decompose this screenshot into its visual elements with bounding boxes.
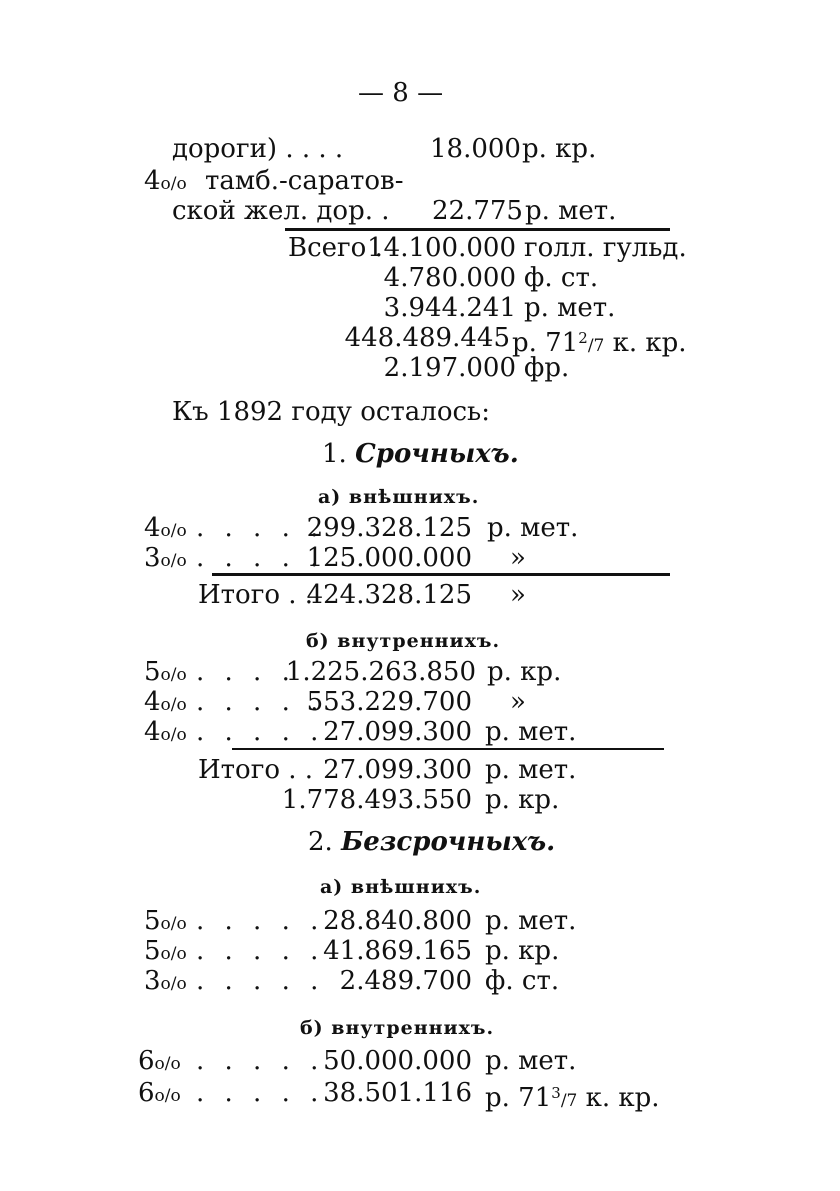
leader-dots: . . . . . [196, 717, 325, 747]
row-amount: 299.328.125 [306, 513, 472, 543]
row-percent: 4о/о [144, 513, 187, 543]
subtotal-divider [232, 748, 664, 750]
row-unit: р. мет. [485, 906, 577, 936]
row-unit: р. $71^3/7$ к. кр. [485, 1083, 660, 1113]
remaining-heading: Къ 1892 году осталось: [172, 397, 490, 427]
row-unit: р. мет. [485, 1046, 577, 1076]
row-amount: 38.501.116 [323, 1078, 472, 1108]
continuation-line1-label: дороги) . . . . [172, 134, 344, 164]
totals-unit: голл. гульд. [524, 233, 687, 263]
page-number: — 8 — [358, 78, 444, 108]
subtotal-label: Итого . . [198, 755, 314, 785]
row-percent: 6о/о [138, 1078, 181, 1108]
leader-dots: . . . . . [196, 936, 325, 966]
row-unit: » [510, 543, 526, 573]
row-percent: 3о/о [144, 543, 187, 573]
leader-dots: . . . . . [196, 687, 325, 717]
subtotal-unit: р. мет. [485, 755, 577, 785]
continuation-line1-amount: 18.000 [430, 134, 521, 164]
subtotal-amount: 1.778.493.550 [281, 785, 472, 815]
row-percent: 4о/о [144, 717, 187, 747]
row-amount: 27.099.300 [323, 717, 472, 747]
row-unit: р. кр. [485, 936, 560, 966]
row-unit: р. мет. [487, 513, 579, 543]
row-amount: 50.000.000 [323, 1046, 472, 1076]
row-percent: 4о/о [144, 687, 187, 717]
section1-sub-a: а) внѣшнихъ. [318, 486, 480, 508]
row-unit: » [510, 687, 526, 717]
row-amount: 553.229.700 [306, 687, 472, 717]
row-amount: 125.000.000 [306, 543, 472, 573]
continuation-line3-label: ской жел. дор. . [172, 196, 390, 226]
leader-dots: . . . . . [196, 513, 325, 543]
row-amount: 2.489.700 [339, 966, 472, 996]
row-percent: 5о/о [144, 906, 187, 936]
totals-amount: 4.780.000 [383, 263, 516, 293]
totals-label: Всего . [288, 233, 383, 263]
continuation-line3-amount: 22.775 [432, 196, 523, 226]
totals-unit: р. $71^2/7$ к. кр. [512, 328, 687, 358]
leader-dots: . . . . . [196, 1046, 325, 1076]
row-percent: 6о/о [138, 1046, 181, 1076]
row-amount: 1.225.263.850 [285, 657, 476, 687]
totals-amount: 14.100.000 [367, 233, 516, 263]
row-percent: 5о/о [144, 936, 187, 966]
row-unit: ф. ст. [485, 966, 560, 996]
section2-sub-a: а) внѣшнихъ. [320, 876, 482, 898]
row-unit: р. кр. [487, 657, 562, 687]
leader-dots: . . . . . [196, 1078, 325, 1108]
subtotal-divider [212, 573, 670, 576]
subtotal-amount: 27.099.300 [323, 755, 472, 785]
continuation-line3-unit: р. мет. [525, 196, 617, 226]
row-unit: р. мет. [485, 717, 577, 747]
totals-unit: фр. [524, 353, 570, 383]
row-amount: 41.869.165 [323, 936, 472, 966]
subtotal-unit: р. кр. [485, 785, 560, 815]
section2-sub-b: б) внутреннихъ. [300, 1017, 495, 1039]
leader-dots: . . . . . [196, 906, 325, 936]
section2-title: 2. Безсрочныхъ. [308, 827, 556, 857]
section1-title: 1. Срочныхъ. [322, 439, 519, 469]
totals-unit: ф. ст. [524, 263, 599, 293]
row-percent: 5о/о [144, 657, 187, 687]
continuation-line2-percent: 4о/о [144, 166, 187, 196]
leader-dots: . . . . . [196, 543, 325, 573]
total-divider [285, 228, 670, 231]
subtotal-amount: 424.328.125 [306, 580, 472, 610]
continuation-line2-label: тамб.-саратов- [205, 166, 404, 196]
totals-amount: 2.197.000 [383, 353, 516, 383]
totals-amount: 3.944.241 [383, 293, 516, 323]
continuation-line1-unit: р. кр. [522, 134, 597, 164]
row-amount: 28.840.800 [323, 906, 472, 936]
subtotal-label: Итого . . [198, 580, 314, 610]
row-percent: 3о/о [144, 966, 187, 996]
totals-unit: р. мет. [524, 293, 616, 323]
leader-dots: . . . . . [196, 966, 325, 996]
totals-amount: 448.489.445 [344, 323, 510, 353]
leader-dots: . . . . [196, 657, 296, 687]
subtotal-unit: » [510, 580, 526, 610]
section1-sub-b: б) внутреннихъ. [306, 630, 501, 652]
